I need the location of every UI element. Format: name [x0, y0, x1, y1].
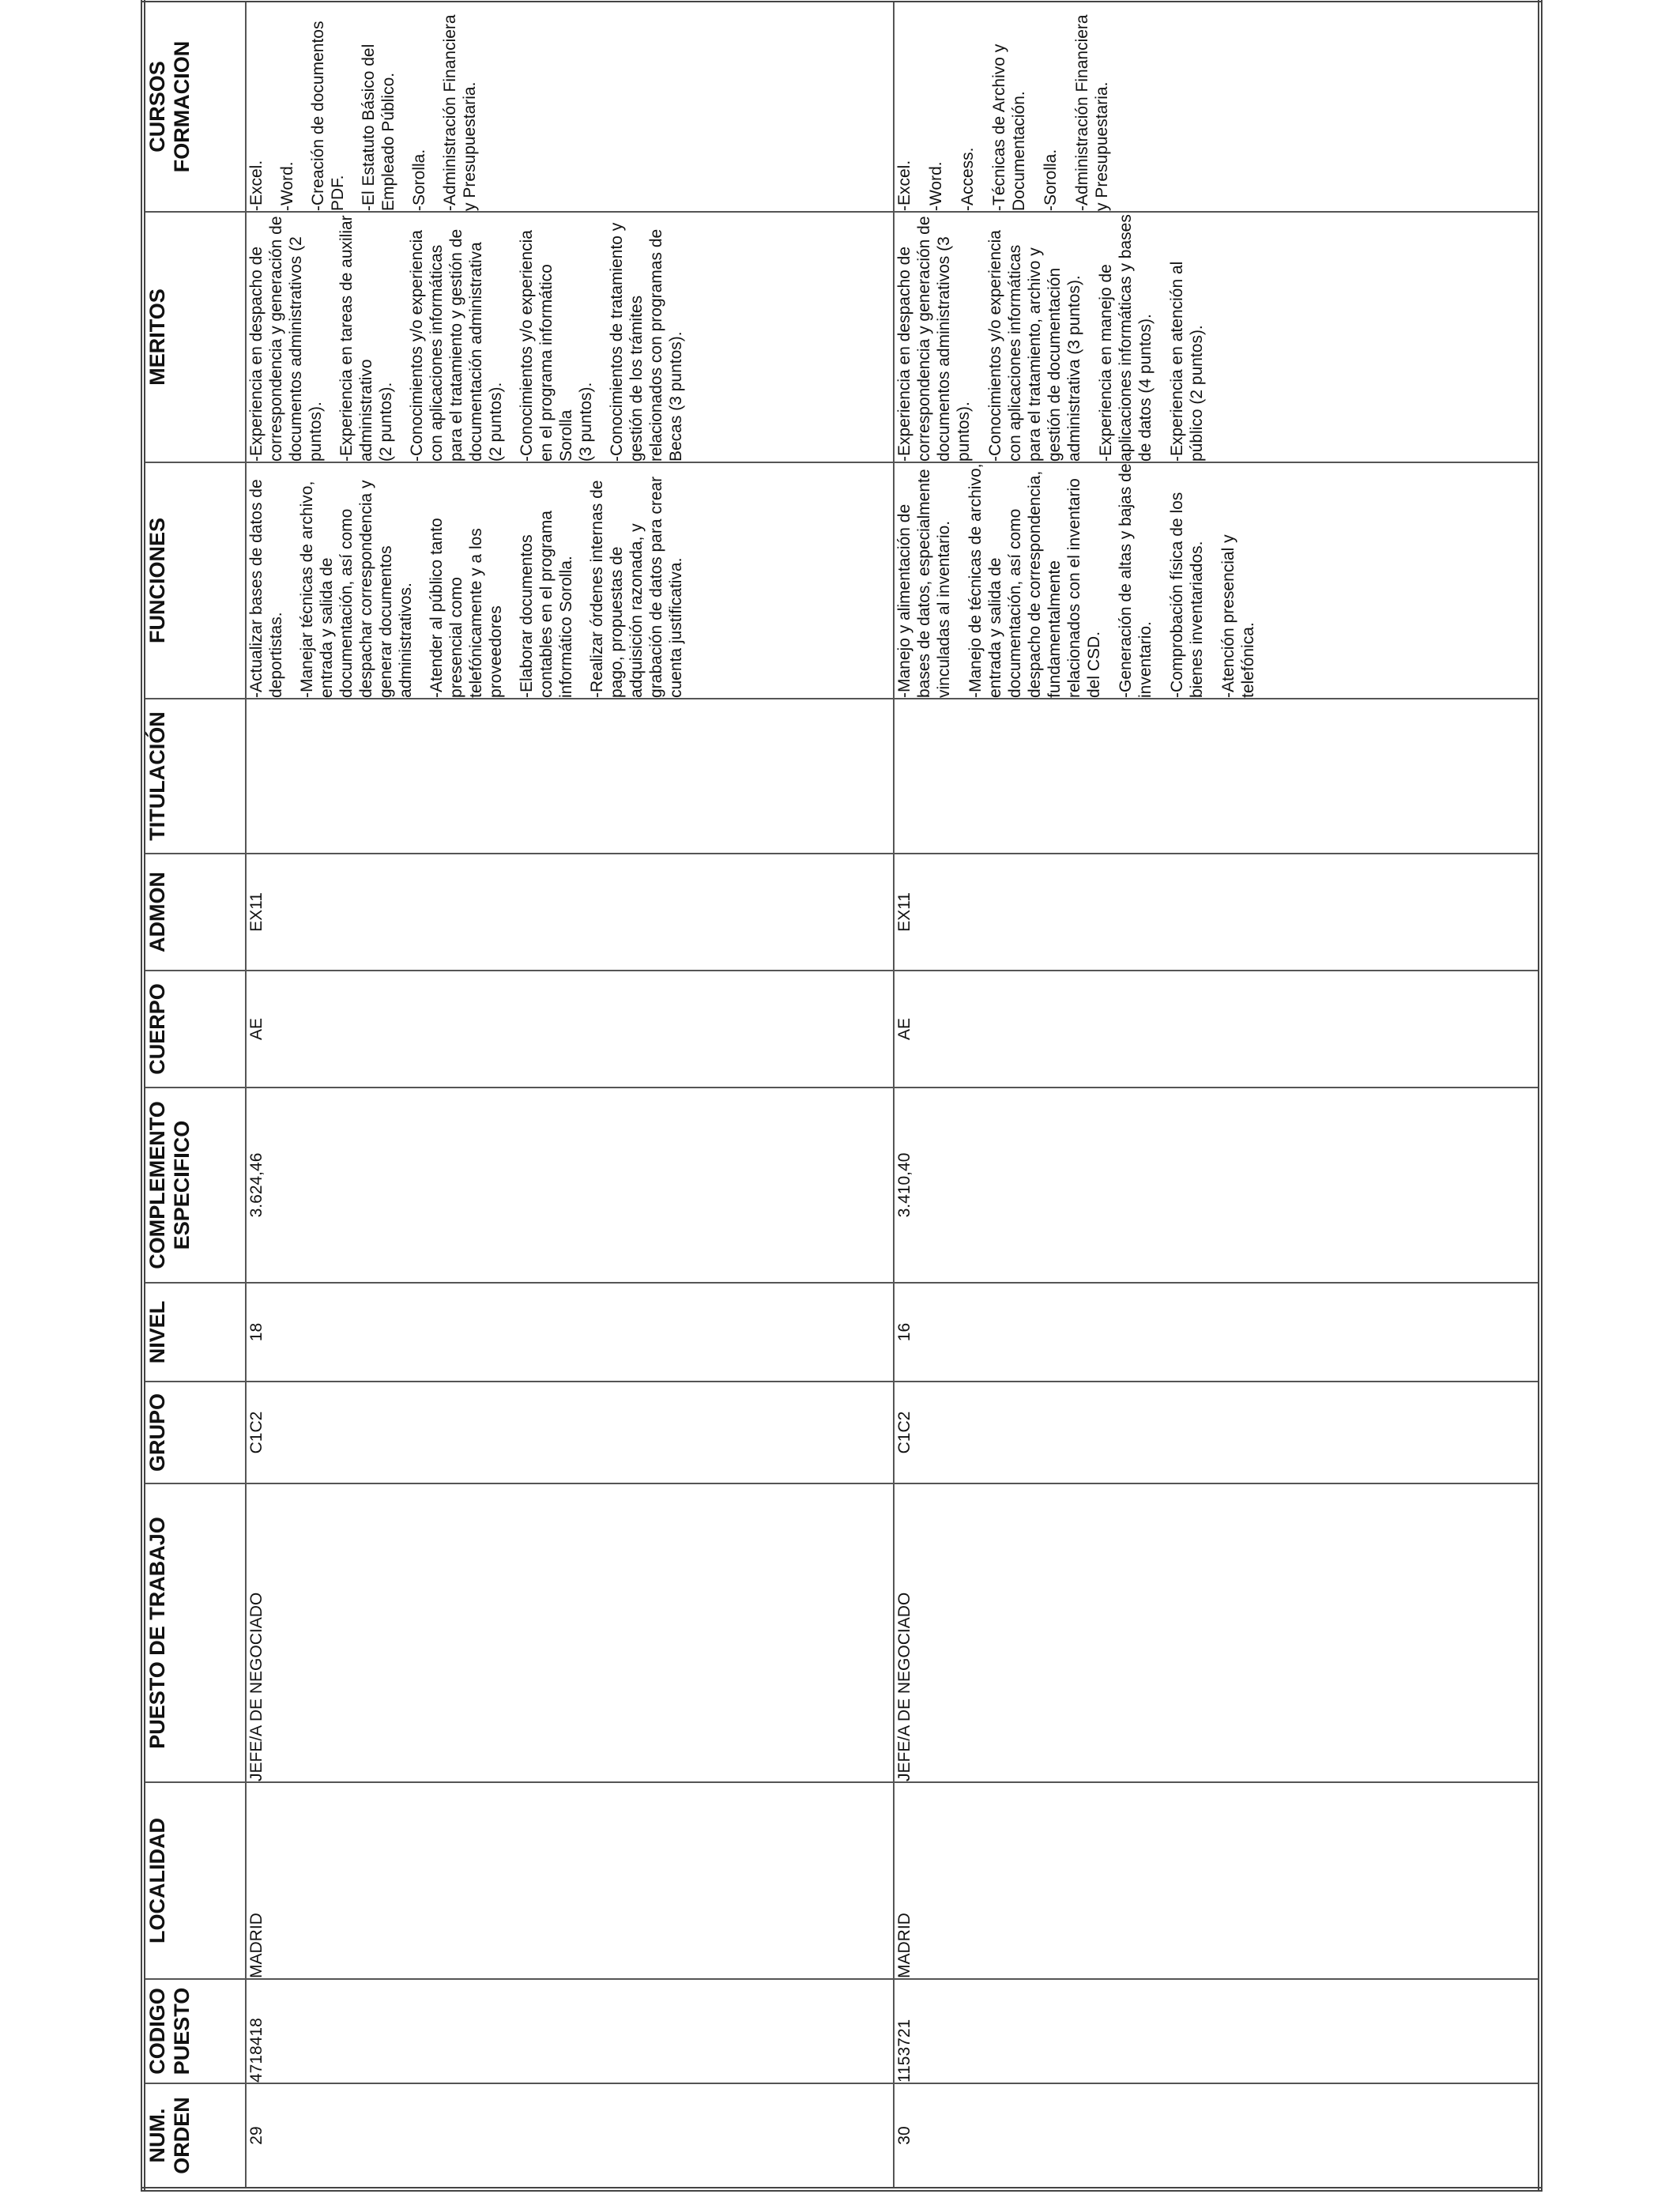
merito-text: -Conocimientos y/o experiencia con aplicaciones informáticas para el tratamiento y gestión de documentación administrativa (2 puntos). — [408, 228, 505, 462]
header-cursos — [143, 0, 246, 212]
header-num-orden — [143, 2083, 246, 2189]
cell-nivel: 18 — [246, 1283, 894, 1382]
rotated-page — [141, 2, 1539, 2192]
cell-admon: EX11 — [246, 854, 894, 971]
cell-puesto: JEFE/A DE NEGOCIADO — [246, 1483, 894, 1782]
header-nivel: NIVEL — [143, 1283, 246, 1382]
funcion-item: -Realizar órdenes internas de pago, propuestas de adquisición razonada, y grabación de datos para crear cuenta justificativa. — [588, 476, 685, 698]
curso-item: -Access. — [959, 147, 977, 211]
header-cursos-line2: FORMACION — [170, 40, 194, 173]
merito-text: -Conocimientos y/o experiencia en el programa informático Sorolla (3 puntos). — [518, 230, 595, 462]
merito-item: -Conocimientos y/o experiencia con aplicaciones informáticas para el tratamiento, archivo y gestión de documentación administrativa (3 puntos). — [986, 230, 1083, 462]
cell-titulacion — [894, 699, 1540, 854]
cell-complemento: 3.624,46 — [246, 1088, 894, 1283]
curso-item: -Excel. — [247, 160, 266, 211]
cell-codigo: 1153721 — [894, 1979, 1540, 2083]
curso-item: -Creación de documentos PDF. — [309, 21, 347, 211]
header-num-orden-line2: ORDEN — [170, 2097, 194, 2174]
funcion-item: -Actualizar bases de datos de deportistas. — [247, 479, 285, 698]
header-cursos-line1: CURSOS — [145, 61, 169, 153]
curso-item: -Administración Financiera y Presupuestaria. — [1073, 14, 1111, 211]
cell-nivel: 16 — [894, 1283, 1540, 1382]
header-admon: ADMON — [143, 854, 246, 971]
merito-item: -Experiencia en despacho de correspondencia y generación de documentos administrativos (3 puntos). — [895, 216, 973, 462]
curso-item: -Excel. — [895, 160, 913, 211]
header-localidad: LOCALIDAD — [143, 1782, 246, 1979]
header-titulacion: TITULACIÓN — [143, 699, 246, 854]
job-positions-table — [141, 0, 1543, 2192]
funcion-item: -Generación de altas y bajas de inventario. — [1117, 463, 1155, 698]
curso-item: -Sorolla. — [410, 149, 428, 211]
header-puesto: PUESTO DE TRABAJO — [143, 1483, 246, 1782]
cell-meritos — [894, 212, 1540, 462]
funcion-item: -Manejo y alimentación de bases de datos, especialmente vinculadas al inventario. — [895, 469, 953, 698]
header-funciones: FUNCIONES — [143, 462, 246, 699]
header-codigo-puesto — [143, 1979, 246, 2083]
header-row — [143, 0, 246, 2189]
merito-item — [337, 213, 396, 462]
curso-item: -El Estatuto Básico del Empleado Público. — [360, 43, 397, 211]
cell-localidad: MADRID — [246, 1782, 894, 1979]
funcion-item: -Manejo de técnicas de archivo, entrada y salida de documentación, así como despacho de correspondencia, fundamentalmente relacionados con el inventario del CSD. — [966, 463, 1103, 698]
cell-complemento: 3.410,40 — [894, 1088, 1540, 1283]
cell-cuerpo: AE — [894, 971, 1540, 1088]
merito-text: -Conocimientos de tratamiento y gestión de los trámites relacionados con programas de Becas (3 puntos). — [608, 222, 685, 462]
merito-item — [407, 213, 506, 462]
cell-funciones — [894, 462, 1540, 699]
header-cuerpo: CUERPO — [143, 971, 246, 1088]
curso-item: -Word. — [278, 161, 296, 211]
cell-cuerpo: AE — [246, 971, 894, 1088]
funcion-item: -Atención presencial y telefónica. — [1219, 534, 1257, 698]
header-complemento-line1: COMPLEMENTO — [145, 1101, 169, 1269]
merito-item — [607, 213, 686, 462]
header-codigo-line2: PUESTO — [170, 1987, 194, 2075]
cell-cursos — [894, 0, 1540, 212]
header-num-orden-line1: NUM. — [145, 2108, 169, 2163]
header-grupo: GRUPO — [143, 1382, 246, 1483]
header-meritos: MERITOS — [143, 212, 246, 462]
cell-admon: EX11 — [894, 854, 1540, 971]
cell-num: 30 — [894, 2083, 1540, 2189]
merito-item — [247, 213, 326, 462]
cell-localidad: MADRID — [894, 1782, 1540, 1979]
merito-item — [517, 213, 596, 462]
funcion-item: -Manejar técnicas de archivo, entrada y salida de documentación, así como despachar correspondencia y generar documentos administrativos. — [298, 480, 415, 698]
merito-text: -Experiencia en tareas de auxiliar administrativo (2 puntos). — [337, 215, 395, 462]
merito-text: -Experiencia en despacho de correspondencia y generación de documentos administrativos (2 puntos). — [247, 216, 325, 462]
table-row — [894, 0, 1540, 2189]
merito-item: -Experiencia en atención al público (2 puntos). — [1168, 261, 1206, 462]
cell-funciones — [246, 462, 894, 699]
cell-codigo: 4718418 — [246, 1979, 894, 2083]
curso-item: -Técnicas de Archivo y Documentación. — [990, 43, 1028, 211]
funcion-item: -Elaborar documentos contables en el programa informático Sorolla. — [518, 511, 575, 698]
funcion-item: -Atender al público tanto presencial como telefónicamente y a los proveedores — [428, 518, 505, 698]
header-complemento — [143, 1088, 246, 1283]
merito-item: -Experiencia en manejo de aplicaciones informáticas y bases de datos (4 puntos). — [1097, 214, 1155, 462]
cell-puesto: JEFE/A DE NEGOCIADO — [894, 1483, 1540, 1782]
cell-grupo: C1C2 — [894, 1382, 1540, 1483]
cell-titulacion — [246, 699, 894, 854]
cell-grupo: C1C2 — [246, 1382, 894, 1483]
table-row — [246, 0, 894, 2189]
cell-meritos — [246, 212, 894, 462]
cell-cursos — [246, 0, 894, 212]
funcion-item: -Comprobación física de los bienes inventariados. — [1168, 492, 1206, 698]
header-complemento-line2: ESPECIFICO — [170, 1120, 194, 1250]
curso-item: -Administración Financiera y Presupuestaria. — [441, 14, 479, 211]
curso-item: -Sorolla. — [1042, 149, 1060, 211]
header-codigo-line1: CODIGO — [145, 1988, 169, 2075]
cell-num: 29 — [246, 2083, 894, 2189]
curso-item: -Word. — [927, 161, 945, 211]
